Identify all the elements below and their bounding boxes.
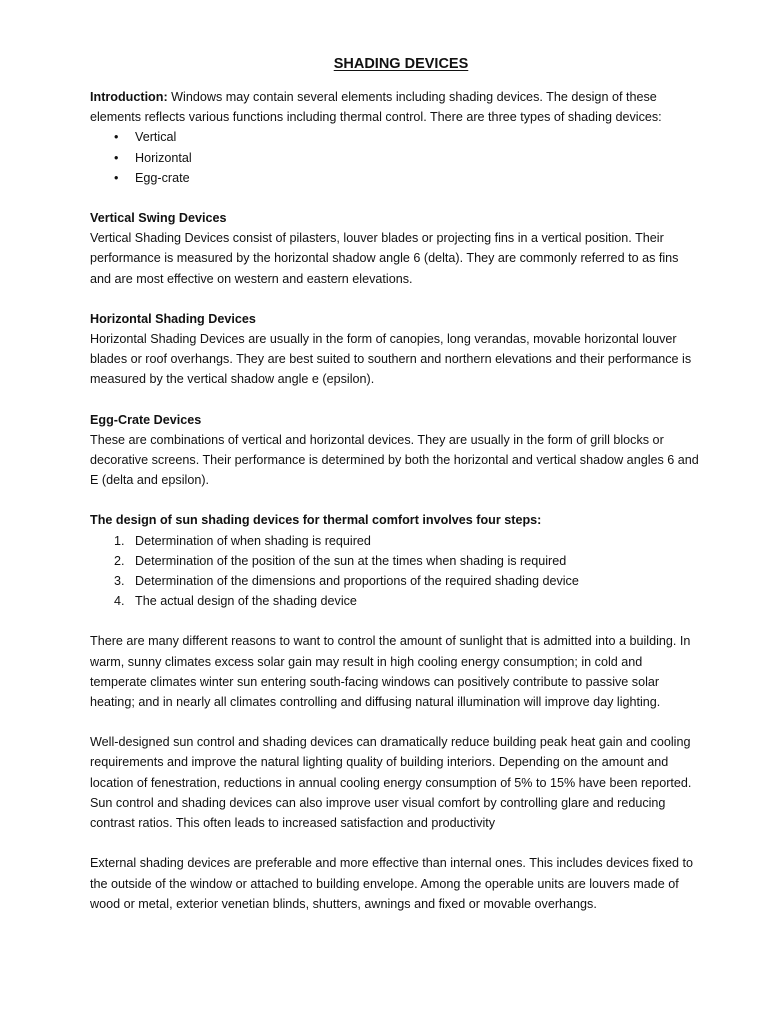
body-paragraph-3 bbox=[90, 853, 702, 914]
bullet-icon: • bbox=[114, 150, 119, 165]
document-page bbox=[90, 54, 702, 914]
list-item bbox=[90, 531, 702, 551]
bullet-icon: • bbox=[114, 170, 119, 185]
step-number: 1. bbox=[114, 533, 125, 548]
horizontal-section bbox=[90, 309, 702, 390]
section-heading: Vertical Swing Devices bbox=[90, 211, 227, 226]
body-paragraph-2 bbox=[90, 732, 702, 833]
list-item-text: Egg-crate bbox=[135, 170, 190, 185]
step-text: Determination of when shading is required bbox=[135, 533, 371, 548]
section-heading: The design of sun shading devices for thermal comfort involves four steps: bbox=[90, 513, 542, 528]
shading-types-list bbox=[90, 127, 702, 188]
paragraph-text: Well-designed sun control and shading devices can dramatically reduce building peak heat gain and cooling requirements and improve the natural lighting quality of building interiors. Depending on the amount and location of fenestration, reductions in annual cooling energy consumption of 5% to 15% have been reported. Sun control and shading devices can also improve user visual comfort by controlling glare and reducing contrast ratios. This often leads to increased satisfaction and productivity bbox=[90, 735, 692, 831]
list-item bbox=[90, 148, 702, 168]
list-item bbox=[90, 127, 702, 147]
list-item-text: Vertical bbox=[135, 130, 177, 145]
section-text: These are combinations of vertical and horizontal devices. They are usually in the form of grill blocks or decorative screens. Their performance is determined by both the horizontal and vertical shadow angles 6 and E (delta and epsilon). bbox=[90, 432, 699, 488]
step-number: 2. bbox=[114, 553, 125, 568]
section-heading: Egg-Crate Devices bbox=[90, 412, 202, 427]
bullet-icon: • bbox=[114, 130, 119, 145]
section-text: Vertical Shading Devices consist of pilasters, louver blades or projecting fins in a vertical position. Their performance is measured by the horizontal shadow angle 6 (delta). They are commonly referred to as fins and are most effective on western and eastern elevations. bbox=[90, 231, 679, 286]
vertical-section bbox=[90, 208, 702, 289]
step-text: Determination of the dimensions and proportions of the required shading device bbox=[135, 574, 579, 589]
intro-paragraph bbox=[90, 87, 702, 127]
design-steps-list bbox=[90, 531, 702, 612]
section-heading: Horizontal Shading Devices bbox=[90, 311, 256, 326]
list-item bbox=[90, 168, 702, 188]
section-text: Horizontal Shading Devices are usually in the form of canopies, long verandas, movable horizontal louver blades or roof overhangs. They are best suited to southern and northern elevations and their performance is measured by the vertical shadow angle e (epsilon). bbox=[90, 332, 692, 387]
list-item-text: Horizontal bbox=[135, 150, 192, 165]
list-item bbox=[90, 591, 702, 611]
paragraph-text: External shading devices are preferable and more effective than internal ones. This includes devices fixed to the outside of the window or attached to building envelope. Among the operable units are louvers made of wood or metal, exterior venetian blinds, shutters, awnings and fixed or movable overhangs. bbox=[90, 856, 693, 911]
step-text: Determination of the position of the sun at the times when shading is required bbox=[135, 553, 567, 568]
eggcrate-section bbox=[90, 410, 702, 491]
design-steps-section bbox=[90, 510, 702, 611]
intro-text: Windows may contain several elements including shading devices. The design of these elements reflects various functions including thermal control. There are three types of shading devices: bbox=[90, 90, 662, 125]
list-item bbox=[90, 551, 702, 571]
step-text: The actual design of the shading device bbox=[135, 594, 357, 609]
page-title: SHADING DEVICES bbox=[333, 56, 469, 72]
step-number: 3. bbox=[114, 574, 125, 589]
paragraph-text: There are many different reasons to want to control the amount of sunlight that is admitted into a building. In warm, sunny climates excess solar gain may result in high cooling energy consumption; in cold and temperate climates winter sun entering south-facing windows can positively contribute to passive solar heating; and in nearly all climates controlling and diffusing natural illumination will improve day lighting. bbox=[90, 634, 691, 710]
list-item bbox=[90, 571, 702, 591]
body-paragraph-1 bbox=[90, 631, 702, 712]
intro-label: Introduction: bbox=[90, 90, 168, 104]
step-number: 4. bbox=[114, 594, 125, 609]
